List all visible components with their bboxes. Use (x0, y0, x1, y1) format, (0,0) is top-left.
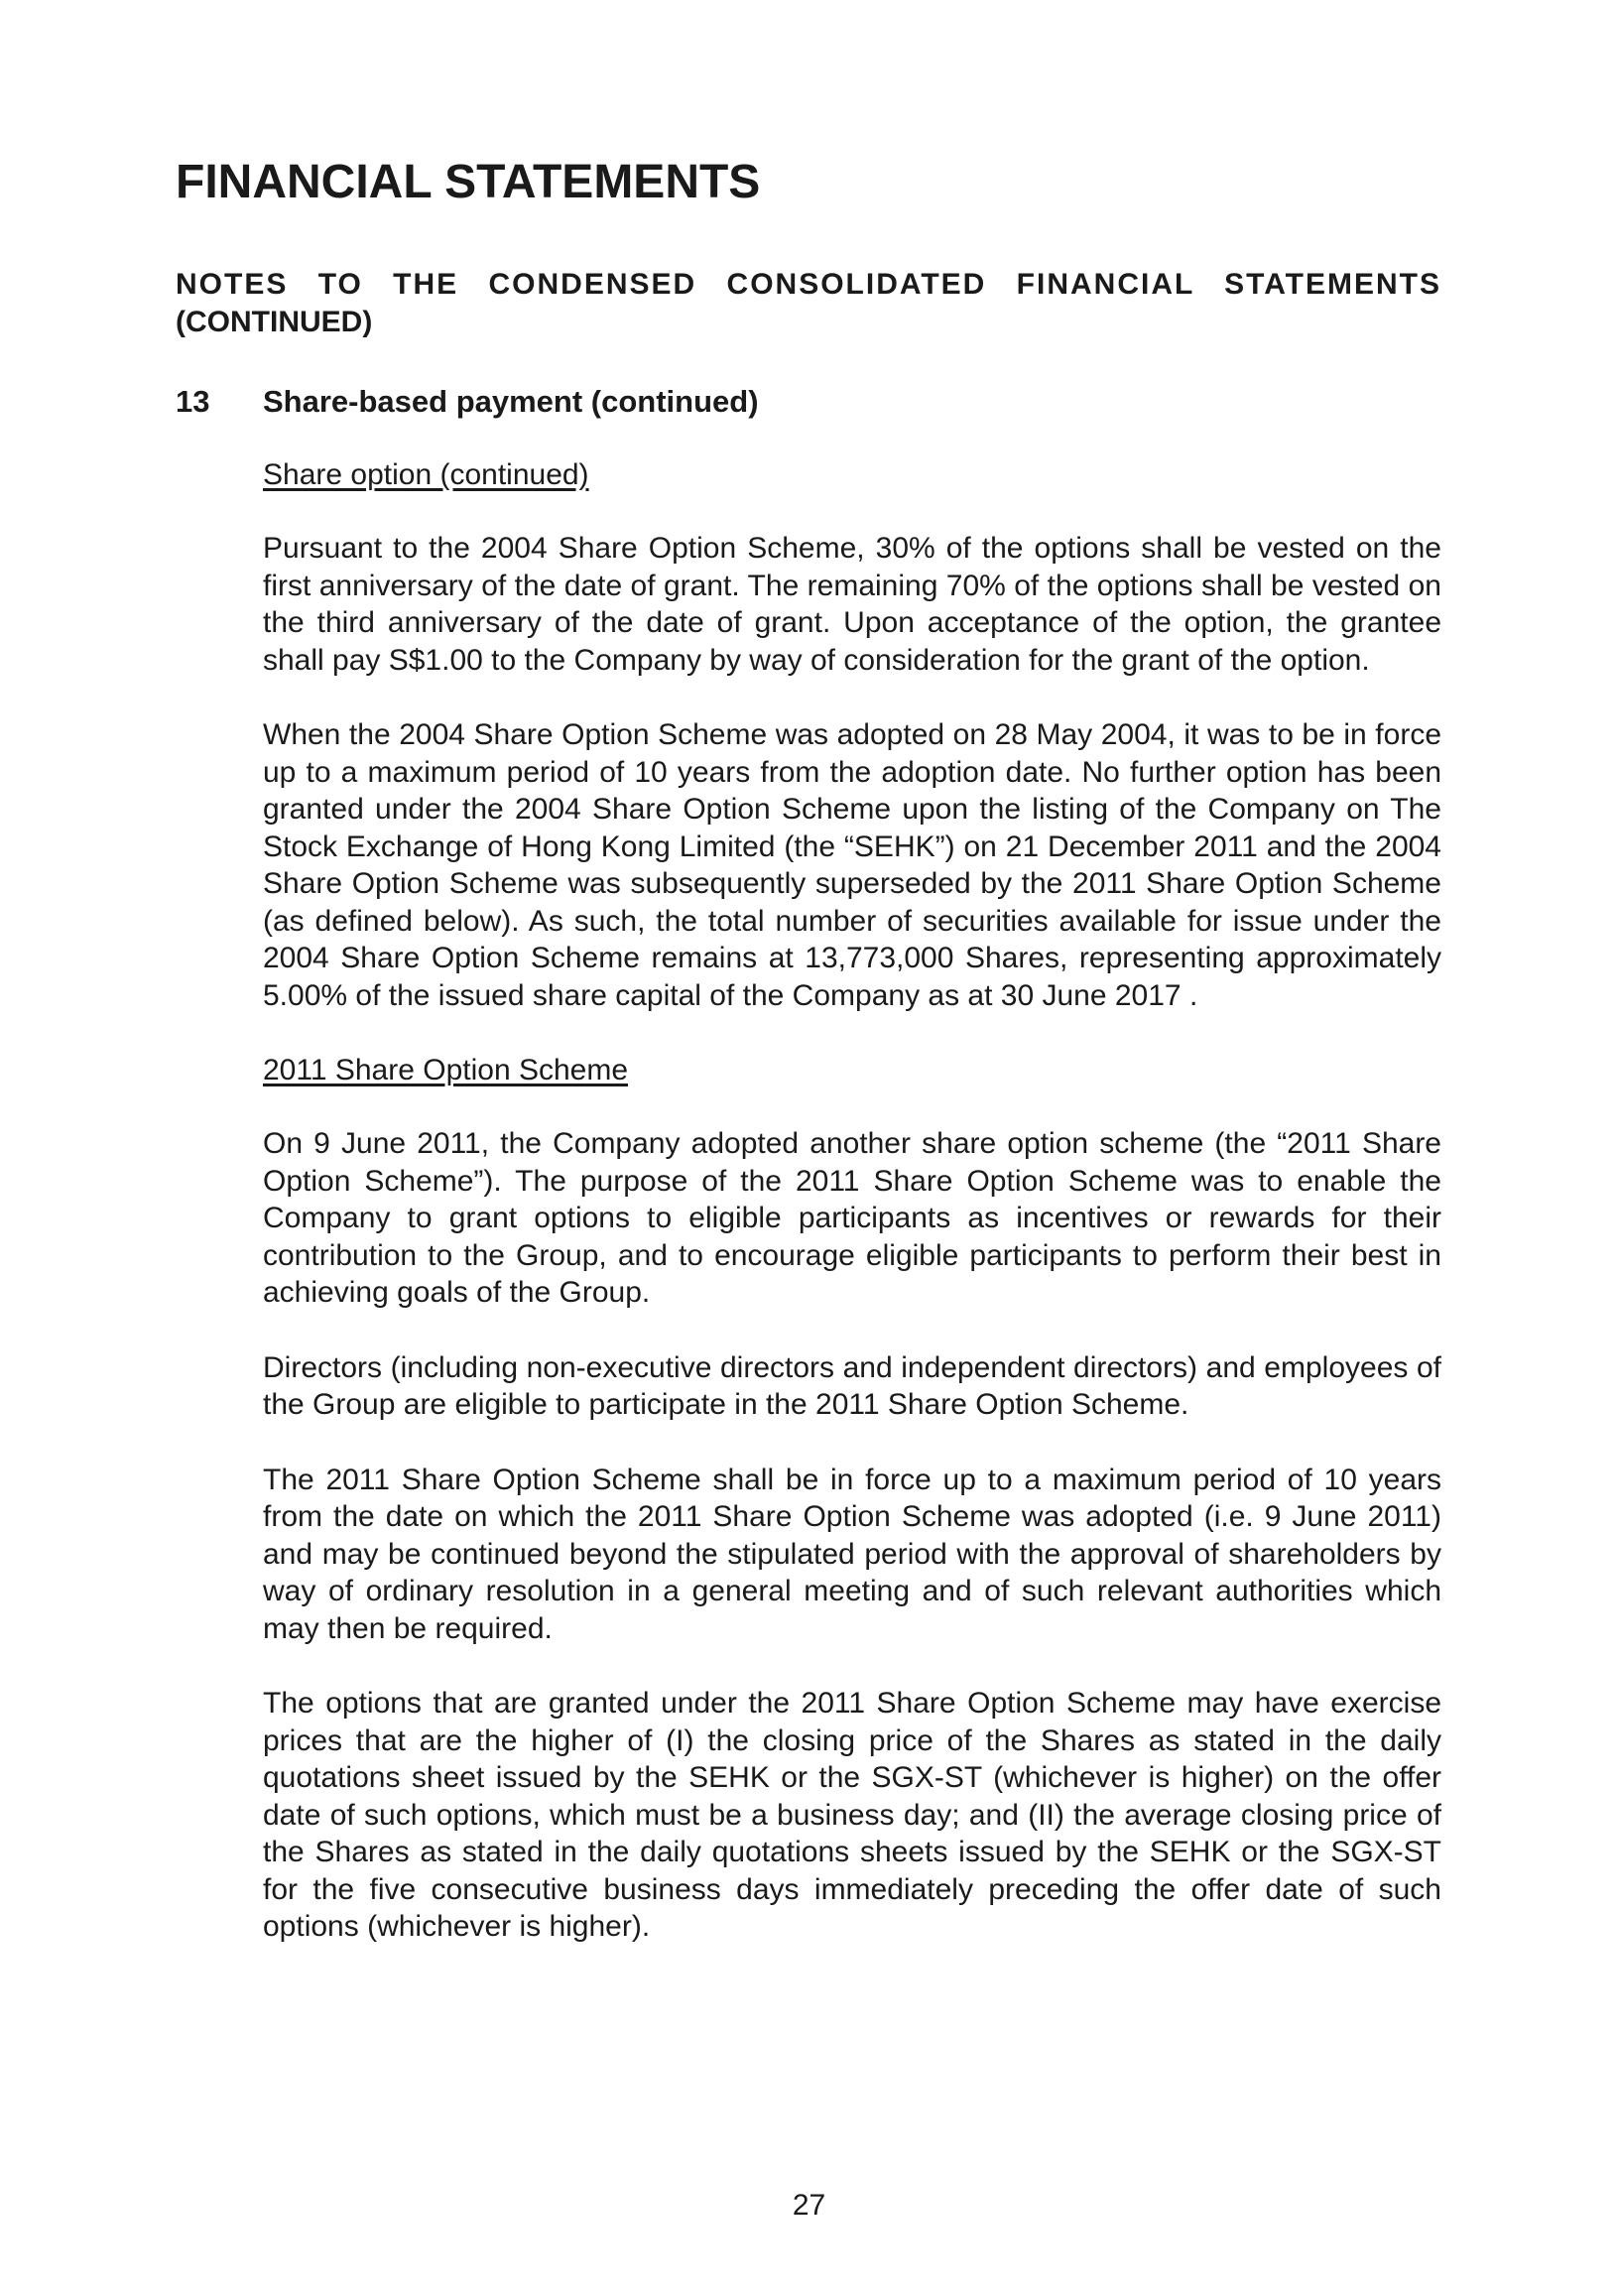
page-title: FINANCIAL STATEMENTS (176, 156, 761, 208)
paragraph-exercise-price: The options that are granted under the 2011 Share Option Scheme may have exercise prices that are the higher of (I) the closing price of the Shares as stated in the daily quotations sheet issued by the SEHK or the SGX-ST (whichever is higher) on the offer date of such options, which must be a business day; and (II) the average closing price of the Shares as stated in the daily quotations sheets issued by the SEHK or the SGX-ST for the five consecutive business days immediately preceding the offer date of such options (whichever is higher). (263, 1687, 1441, 1943)
paragraph-2011-adoption: On 9 June 2011, the Company adopted another share option scheme (the “2011 Share Option Scheme”). The purpose of the 2011 Share Option Scheme was to enable the Company to grant options to eligible participants as incentives or rewards for their contribution to the Group, and to encourage eligible participants to perform their best in achieving goals of the Group. (263, 1127, 1441, 1309)
paragraph-eligibility: Directors (including non-executive directors and independent directors) and employees of the Group are eligible to participate in the 2011 Share Option Scheme. (263, 1350, 1441, 1421)
notes-heading-line-1: NOTES TO THE CONDENSED CONSOLIDATED FINANCIAL STATEMENTS (176, 268, 1441, 301)
section-title: Share-based payment (continued) (263, 384, 759, 419)
paragraph-duration: The 2011 Share Option Scheme shall be in force up to a maximum period of 10 years from the date on which the 2011 Share Option Scheme was adopted (i.e. 9 June 2011) and may be continued beyond the stipulated period with the approval of shareholders by way of ordinary resolution in a general meeting and of such relevant authorities which may then be required. (263, 1463, 1441, 1645)
page-number: 27 (792, 2189, 826, 2222)
paragraph-vesting: Pursuant to the 2004 Share Option Scheme, 30% of the options shall be vested on the first anniversary of the date of grant. The remaining 70% of the options shall be vested on the third anniversary of the date of grant. Upon acceptance of the option, the grantee shall pay S$1.00 to the Company by way of consideration for the grant of the option. (263, 532, 1441, 677)
notes-heading (176, 266, 1441, 341)
section-number: 13 (176, 384, 210, 419)
notes-heading-line-2: (CONTINUED) (176, 306, 373, 338)
section-heading (176, 382, 759, 422)
paragraph-2004-scheme: When the 2004 Share Option Scheme was adopted on 28 May 2004, it was to be in force up to a maximum period of 10 years from the adoption date. No further option has been granted under the 2004 Share Option Scheme upon the listing of the Company on The Stock Exchange of Hong Kong Limited (the “SEHK”) on 21 December 2011 and the 2004 Share Option Scheme was subsequently superseded by the 2011 Share Option Scheme (as defined below). As such, the total number of securities available for issue under the 2004 Share Option Scheme remains at 13,773,000 Shares, representing approximately 5.00% of the issued share capital of the Company as at 30 June 2017 . (263, 718, 1441, 1012)
section-body (263, 456, 1441, 1983)
subheading-2011-scheme: 2011 Share Option Scheme (263, 1054, 629, 1086)
subheading-share-option: Share option (continued) (263, 458, 589, 491)
